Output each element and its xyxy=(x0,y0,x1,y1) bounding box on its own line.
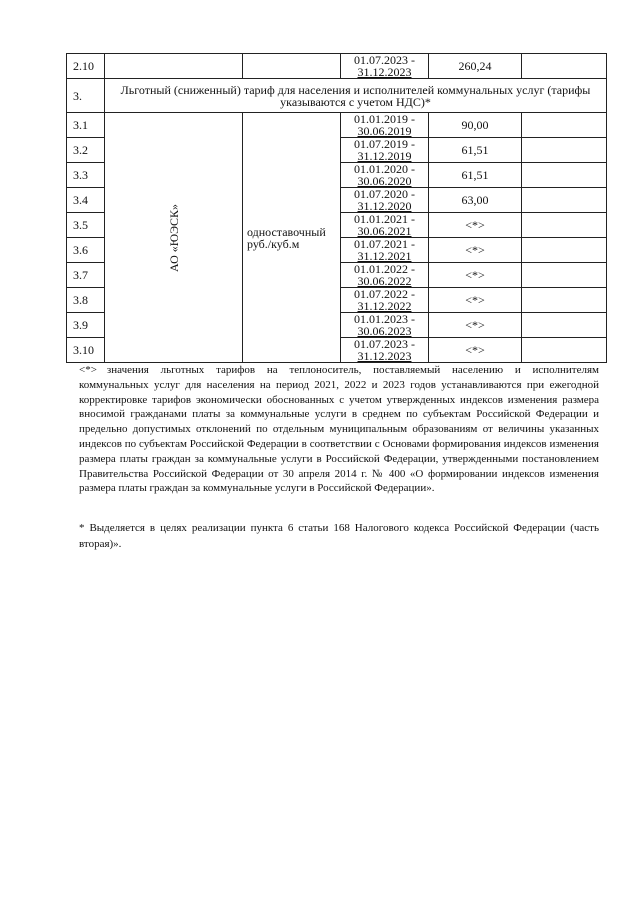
empty-cell xyxy=(522,54,607,79)
table-row xyxy=(67,54,607,79)
tariff-value: 90,00 xyxy=(429,113,522,138)
period-cell xyxy=(341,113,429,138)
tariff-value: 63,00 xyxy=(429,188,522,213)
period-cell xyxy=(341,163,429,188)
period-cell xyxy=(341,138,429,163)
period-to: 31.12.2023 xyxy=(357,65,412,79)
row-number: 3.5 xyxy=(67,213,105,238)
period-to: 30.06.2020 xyxy=(357,174,412,188)
period-from: 01.01.2023 - xyxy=(354,312,415,326)
tariff-value: <*> xyxy=(429,288,522,313)
period-from: 01.01.2021 - xyxy=(354,212,415,226)
empty-cell xyxy=(243,54,341,79)
tariff-value: <*> xyxy=(429,213,522,238)
row-number: 3.3 xyxy=(67,163,105,188)
tariff-value: <*> xyxy=(429,263,522,288)
empty-cell xyxy=(522,338,607,363)
row-number: 3.4 xyxy=(67,188,105,213)
tariff-type: одноставочный xyxy=(247,224,326,239)
empty-cell xyxy=(522,213,607,238)
period-from: 01.07.2022 - xyxy=(354,287,415,301)
empty-cell xyxy=(522,113,607,138)
tariff-value: <*> xyxy=(429,313,522,338)
footnote-text: значения льготных тарифов на теплоноситель, поставляемый населению и исполнителям коммунальных услуг для населения на период 2021, 2022 и 2023 годов устанавливаются при ежегодной корректировке тарифов экономически обоснованных с учетом утвержденных индексов изменения размера вносимой гражданами платы за коммунальные услуги в среднем по субъектам Российской Федерации и предельно допустимых отклонений по отдельным муниципальным образованиям от величины указанных индексов по субъектам Российской Федерации в соответствии с Основами формирования индексов изменения размера платы граждан за коммунальные услуги в Российской Федерации, утвержденными постановлением Правительства Российской Федерации от 30 апреля 2014 г. № 400 «О формировании индексов изменения размера платы граждан за коммунальные услуги в Российской Федерации». xyxy=(79,364,599,495)
period-to: 30.06.2023 xyxy=(357,324,412,338)
period-cell xyxy=(341,288,429,313)
period-from: 01.07.2020 - xyxy=(354,187,415,201)
tariff-type-cell xyxy=(243,113,341,363)
period-from: 01.07.2021 - xyxy=(354,237,415,251)
period-to: 31.12.2020 xyxy=(357,199,412,213)
tariff-table xyxy=(66,53,607,363)
empty-cell xyxy=(522,313,607,338)
period-from: 01.07.2023 - xyxy=(354,337,415,351)
organization-cell xyxy=(105,113,243,363)
row-number: 3.2 xyxy=(67,138,105,163)
section-header-row xyxy=(67,79,607,113)
period-to: 31.12.2023 xyxy=(357,349,412,363)
period-cell xyxy=(341,263,429,288)
footnote-mark: <*> xyxy=(79,364,97,376)
row-number: 3.9 xyxy=(67,313,105,338)
period-from: 01.07.2023 - xyxy=(354,53,415,67)
period-from: 01.07.2019 - xyxy=(354,137,415,151)
table-row xyxy=(67,113,607,138)
period-cell xyxy=(341,54,429,79)
empty-cell xyxy=(522,238,607,263)
period-to: 31.12.2021 xyxy=(357,249,412,263)
footnote xyxy=(79,363,599,496)
period-to: 30.06.2021 xyxy=(357,224,412,238)
period-cell xyxy=(341,313,429,338)
period-cell xyxy=(341,238,429,263)
tariff-value: <*> xyxy=(429,238,522,263)
row-number: 3.7 xyxy=(67,263,105,288)
period-to: 30.06.2022 xyxy=(357,274,412,288)
empty-cell xyxy=(522,163,607,188)
row-number: 3.6 xyxy=(67,238,105,263)
row-number: 3.10 xyxy=(67,338,105,363)
section-number: 3. xyxy=(67,79,105,113)
row-number: 3.1 xyxy=(67,113,105,138)
empty-cell xyxy=(522,188,607,213)
period-to: 30.06.2019 xyxy=(357,124,412,138)
period-to: 31.12.2019 xyxy=(357,149,412,163)
period-from: 01.01.2020 - xyxy=(354,162,415,176)
empty-cell xyxy=(522,288,607,313)
period-cell xyxy=(341,338,429,363)
tariff-value: 61,51 xyxy=(429,138,522,163)
period-cell xyxy=(341,213,429,238)
section-title: Льготный (сниженный) тариф для населения и исполнителей коммунальных услуг (тарифы указываются с учетом НДС)* xyxy=(105,79,607,113)
tariff-value: 61,51 xyxy=(429,163,522,188)
tariff-value: <*> xyxy=(429,338,522,363)
period-from: 01.01.2019 - xyxy=(354,112,415,126)
period-cell xyxy=(341,188,429,213)
vat-note: * Выделяется в целях реализации пункта 6 статьи 168 Налогового кодекса Российской Федерации (часть вторая)». xyxy=(79,522,599,550)
period-from: 01.01.2022 - xyxy=(354,262,415,276)
organization-name: АО «ЮЭСК» xyxy=(166,203,181,272)
empty-cell xyxy=(522,138,607,163)
row-number: 3.8 xyxy=(67,288,105,313)
row-number: 2.10 xyxy=(67,54,105,79)
empty-cell xyxy=(522,263,607,288)
tariff-unit: руб./куб.м xyxy=(247,236,300,251)
tariff-value: 260,24 xyxy=(429,54,522,79)
empty-cell xyxy=(105,54,243,79)
period-to: 31.12.2022 xyxy=(357,299,412,313)
